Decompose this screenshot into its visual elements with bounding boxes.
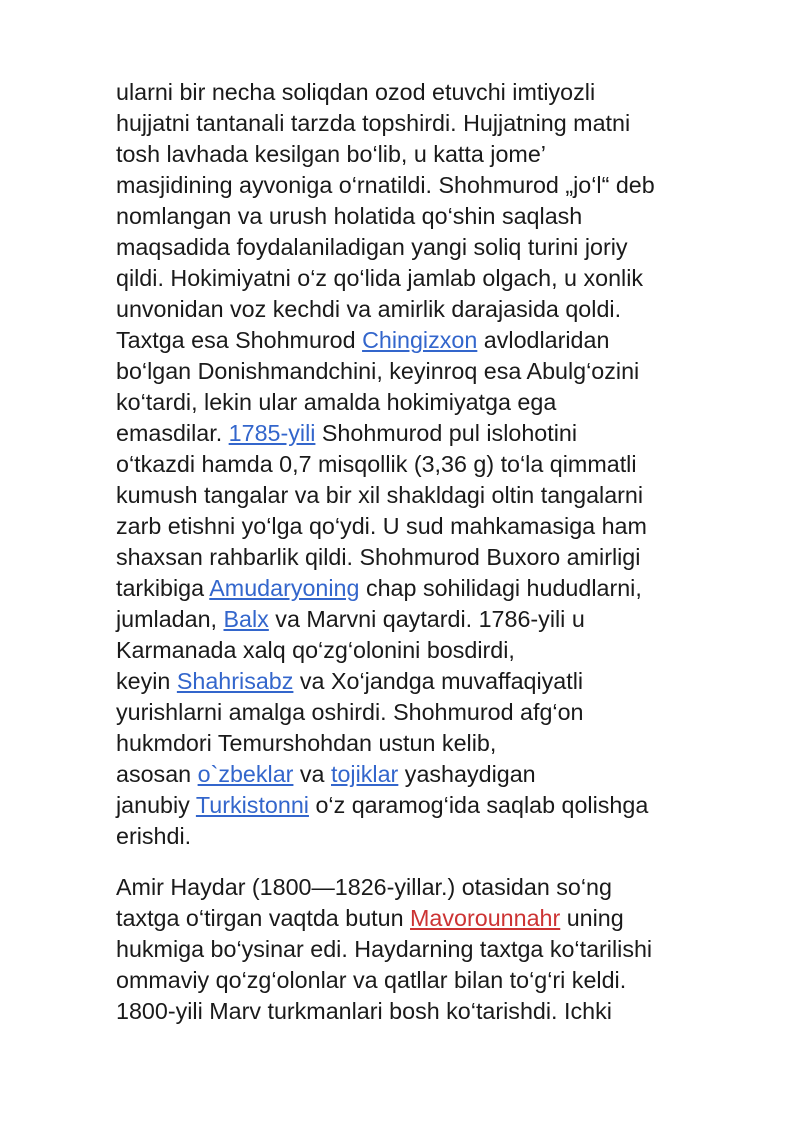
wiki-link[interactable]: Amudaryoning xyxy=(209,575,360,601)
wiki-link[interactable]: Chingizxon xyxy=(362,327,478,353)
paragraph-text: avlodlaridan bo‘lgan Donishmandchini, keyinroq esa Abulg‘ozini ko‘tardi, lekin ular amalda hokimiyatga ega emasdilar. xyxy=(116,327,640,446)
paragraph-text: o‘z qaramog‘ida saqlab qolishga erishdi. xyxy=(116,792,649,849)
wiki-link[interactable]: Shahrisabz xyxy=(176,668,294,694)
wiki-link[interactable]: Turkistonni xyxy=(195,792,309,818)
paragraph xyxy=(116,77,766,852)
paragraph-text: chap sohilidagi hududlarni, jumladan, xyxy=(116,575,642,632)
paragraph-text: uning hukmiga bo‘ysinar edi. Haydarning taxtga ko‘tarilishi ommaviy qo‘zg‘olonlar va qatllar bilan to‘g‘ri keldi. 1800-yili Marv turkmanlari bosh ko‘tarishdi. Ichki xyxy=(116,905,653,1024)
paragraph-text: Amir Haydar (1800—1826-yillar.) otasidan so‘ng taxtga o‘tirgan vaqtda butun xyxy=(116,874,612,931)
wiki-link[interactable]: tojiklar xyxy=(331,761,399,787)
wiki-link[interactable]: Balx xyxy=(223,606,269,632)
document-page xyxy=(116,77,766,1027)
paragraph-text: ularni bir necha soliqdan ozod etuvchi imtiyozli hujjatni tantanali tarzda topshirdi. Hujjatning matni tosh lavhada kesilgan bo‘lib, u katta jome’ masjidining ayvoniga o‘rnatildi. Shohmurod „jo‘l“ deb nomlangan va urush holatida qo‘shin saqlash maqsadida foydalaniladigan yangi soliq turini joriy qildi. Hokimiyatni o‘z qo‘lida jamlab olgach, u xonlik unvonidan voz kechdi va amirlik darajasida qoldi. Taxtga esa Shohmurod xyxy=(116,79,655,353)
wiki-link[interactable]: Mavorounnahr xyxy=(410,905,561,931)
wiki-link[interactable]: 1785-yili xyxy=(228,420,316,446)
paragraph-text: va Xo‘jandga muvaffaqiyatli yurishlarni amalga oshirdi. Shohmurod afg‘on hukmdori Temurshohdan ustun kelib, asosan xyxy=(116,668,584,787)
paragraph-text: Shohmurod pul islohotini o‘tkazdi hamda 0,7 misqollik (3,36 g) to‘la qimmatli kumush tangalar va bir xil shakldagi oltin tangalarni zarb etishni yo‘lga qo‘ydi. U sud mahkamasiga ham shaxsan rahbarlik qildi. Shohmurod Buxoro amirligi tarkibiga xyxy=(116,420,647,601)
paragraph xyxy=(116,872,766,1027)
wiki-link[interactable]: o`zbeklar xyxy=(197,761,294,787)
paragraph-text: va Marvni qaytardi. 1786-yili u Karmanada xalq qo‘zg‘olonini bosdirdi, keyin xyxy=(116,606,585,694)
paragraph-text: va xyxy=(293,761,331,787)
paragraph-text: yashaydigan janubiy xyxy=(116,761,536,818)
